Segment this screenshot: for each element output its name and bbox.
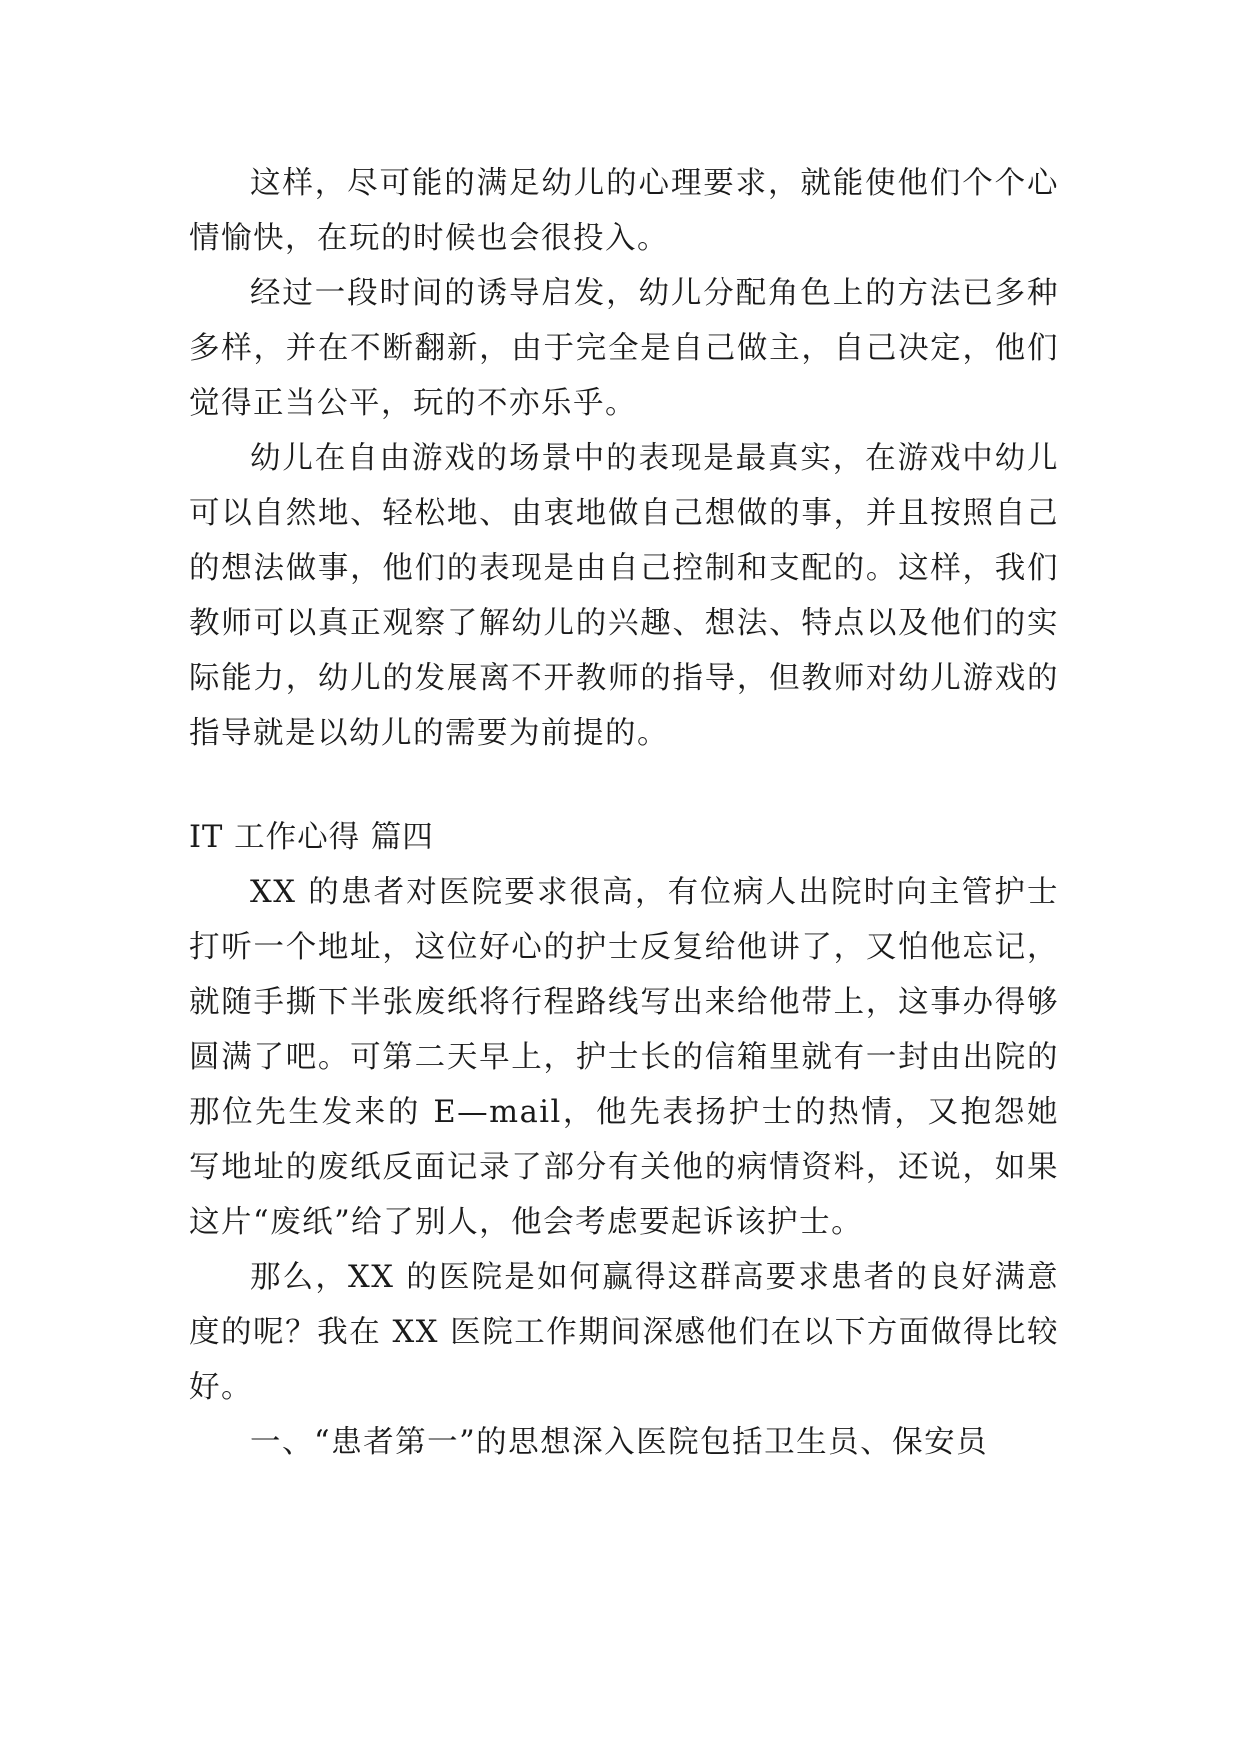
document-body — [189, 156, 1059, 1470]
section-heading: IT 工作心得 篇四 — [189, 820, 434, 855]
paragraph: 这样，尽可能的满足幼儿的心理要求，就能使他们个个心情愉快，在玩的时候也会很投入。 — [189, 166, 1059, 256]
paragraph: 经过一段时间的诱导启发，幼儿分配角色上的方法已多种多样，并在不断翻新，由于完全是自己做主，自己决定，他们觉得正当公平，玩的不亦乐乎。 — [189, 276, 1059, 421]
paragraph: 幼儿在自由游戏的场景中的表现是最真实，在游戏中幼儿可以自然地、轻松地、由衷地做自己想做的事，并且按照自己的想法做事，他们的表现是由自己控制和支配的。这样，我们教师可以真正观察了解幼儿的兴趣、想法、特点以及他们的实际能力，幼儿的发展离不开教师的指导，但教师对幼儿游戏的指导就是以幼儿的需要为前提的。 — [189, 441, 1059, 751]
paragraph: 一、“患者第一”的思想深入医院包括卫生员、保安员 — [250, 1425, 989, 1460]
paragraph: XX 的患者对医院要求很高，有位病人出院时向主管护士打听一个地址，这位好心的护士反复给他讲了，又怕他忘记，就随手撕下半张废纸将行程路线写出来给他带上，这事办得够圆满了吧。可第二天早上，护士长的信箱里就有一封由出院的那位先生发来的 E—mail，他先表扬护士的热情，又抱怨她写地址的废纸反面记录了部分有关他的病情资料，还说，如果这片“废纸”给了别人，他会考虑要起诉该护士。 — [189, 875, 1059, 1240]
paragraph: 那么，XX 的医院是如何赢得这群高要求患者的良好满意度的呢？我在 XX 医院工作期间深感他们在以下方面做得比较好。 — [189, 1260, 1059, 1405]
